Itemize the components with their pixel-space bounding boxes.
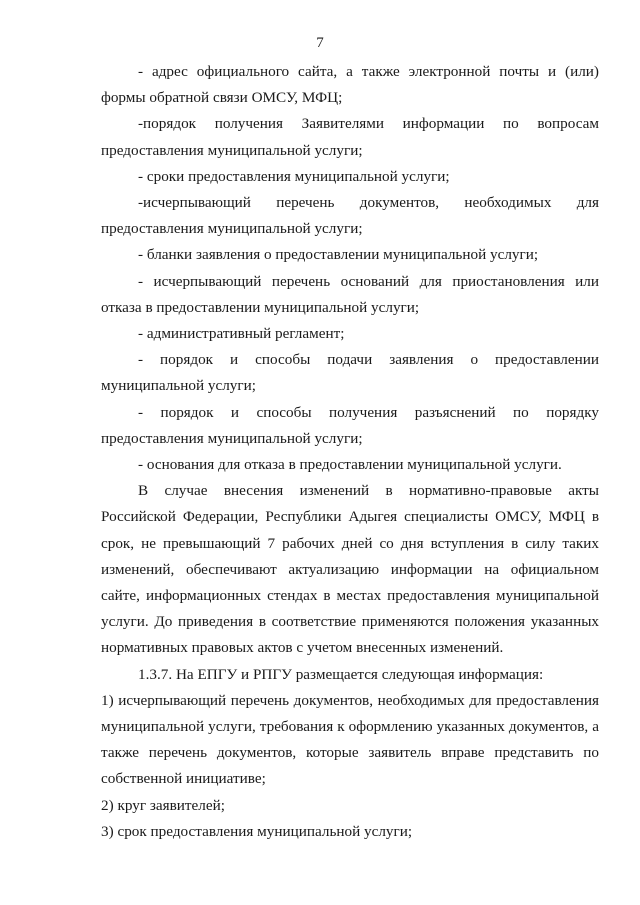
- paragraph: - бланки заявления о предоставлении муниципальной услуги;: [138, 246, 539, 264]
- paragraph: - административный регламент;: [138, 325, 345, 343]
- document-body: [101, 59, 599, 845]
- paragraph: - порядок и способы подачи заявления о предоставлении муниципальной услуги;: [101, 351, 599, 395]
- paragraph: -исчерпывающий перечень документов, необходимых для предоставления муниципальной услуги;: [101, 194, 599, 238]
- paragraph: - порядок и способы получения разъяснений по порядку предоставления муниципальной услуги;: [101, 403, 599, 447]
- paragraph: 1.3.7. На ЕПГУ и РПГУ размещается следующая информация:: [138, 665, 544, 683]
- paragraph: -порядок получения Заявителями информации по вопросам предоставления муниципальной услуги;: [101, 115, 599, 159]
- list-item: 2) круг заявителей;: [101, 796, 225, 814]
- paragraph: - адрес официального сайта, а также электронной почты и (или) формы обратной связи ОМСУ, МФЦ;: [101, 63, 599, 107]
- list-item: 3) срок предоставления муниципальной услуги;: [101, 822, 413, 840]
- paragraph: - основания для отказа в предоставлении муниципальной услуги.: [138, 456, 562, 474]
- paragraph: - исчерпывающий перечень оснований для приостановления или отказа в предоставлении муниципальной услуги;: [101, 272, 599, 316]
- page-number: 7: [316, 35, 324, 51]
- list-item: 1) исчерпывающий перечень документов, необходимых для предоставления муниципальной услуги, требования к оформлению указанных документов, а также перечень документов, которые заявитель вправе представить по собственной инициативе;: [101, 691, 599, 788]
- paragraph: В случае внесения изменений в нормативно-правовые акты Российской Федерации, Республики Адыгея специалисты ОМСУ, МФЦ в срок, не превышающий 7 рабочих дней со дня вступления в силу таких изменений, обеспечивают актуализацию информации на официальном сайте, информационных стендах в местах предоставления муниципальной услуги. До приведения в соответствие применяются положения указанных нормативных правовых актов с учетом внесенных изменений.: [101, 482, 599, 657]
- paragraph: - сроки предоставления муниципальной услуги;: [138, 167, 450, 185]
